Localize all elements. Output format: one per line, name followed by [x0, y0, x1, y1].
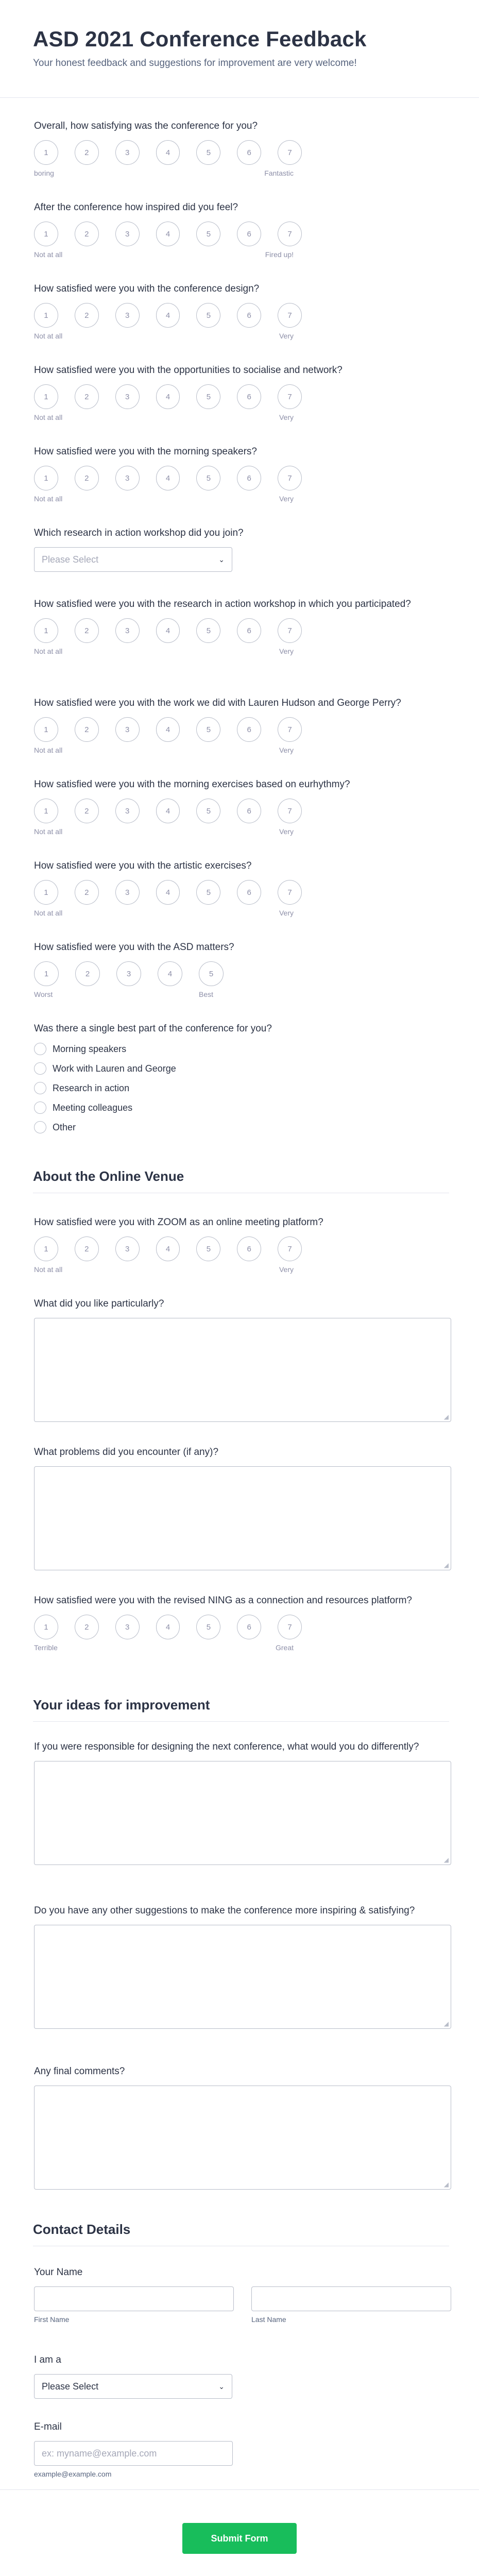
- scale-high-label: Very: [279, 1265, 294, 1274]
- rating-option-2[interactable]: 2: [75, 880, 99, 905]
- suggestions-textarea[interactable]: [34, 1925, 451, 2029]
- question-label: How satisfied were you with the work we did with Lauren Hudson and George Perry?: [34, 698, 401, 708]
- radio-button[interactable]: [34, 1082, 46, 1094]
- question-morning-speakers: [34, 445, 451, 503]
- question-liked: [34, 1297, 451, 1422]
- rating-option-2[interactable]: 2: [75, 140, 99, 165]
- scale-rating: [34, 222, 302, 259]
- rating-option-3[interactable]: 3: [115, 466, 140, 490]
- question-workshop-satisfaction: [34, 598, 451, 655]
- rating-option-4[interactable]: 4: [156, 384, 180, 409]
- rating-option-3[interactable]: 3: [115, 384, 140, 409]
- question-label: How satisfied were you with the revised NING as a connection and resources platform?: [34, 1595, 412, 1606]
- question-asd-matters: [34, 941, 451, 998]
- scale-rating: [34, 384, 302, 421]
- rating-option-5[interactable]: 5: [199, 961, 224, 986]
- rating-option-6[interactable]: 6: [237, 384, 261, 409]
- rating-option-1[interactable]: 1: [34, 140, 58, 165]
- last-name-input[interactable]: [251, 2286, 451, 2311]
- rating-option-6[interactable]: 6: [237, 1236, 261, 1261]
- rating-option-5[interactable]: 5: [196, 1615, 220, 1639]
- scale-rating: [34, 1615, 302, 1652]
- last-name-sublabel: Last Name: [251, 2315, 286, 2324]
- form-title: ASD 2021 Conference Feedback: [33, 27, 367, 51]
- scale-high-label: Very: [279, 647, 294, 656]
- question-email: [34, 2420, 451, 2478]
- rating-option-4[interactable]: 4: [156, 618, 180, 643]
- rating-option-7[interactable]: 7: [278, 880, 302, 905]
- scale-high-label: Best: [198, 990, 213, 999]
- question-label: How satisfied were you with the ASD matters?: [34, 942, 234, 953]
- rating-option-1[interactable]: 1: [34, 618, 58, 643]
- radio-label: Meeting colleagues: [53, 1102, 133, 1113]
- section-title-online-venue: About the Online Venue: [33, 1168, 449, 1193]
- radio-button[interactable]: [34, 1043, 46, 1055]
- scale-rating: [34, 717, 302, 754]
- scale-low-label: Not at all: [34, 827, 63, 836]
- question-label: Which research in action workshop did you join?: [34, 528, 244, 538]
- question-conference-design: [34, 282, 451, 340]
- rating-option-6[interactable]: 6: [237, 303, 261, 328]
- question-label: How satisfied were you with the research in action workshop in which you participated?: [34, 599, 411, 609]
- liked-textarea[interactable]: [34, 1318, 451, 1422]
- rating-option-3[interactable]: 3: [115, 880, 140, 905]
- question-other-suggestions: [34, 1904, 451, 2029]
- rating-option-4[interactable]: 4: [156, 140, 180, 165]
- rating-option-7[interactable]: 7: [278, 222, 302, 246]
- question-i-am-a: [34, 2353, 451, 2399]
- rating-option-5[interactable]: 5: [196, 1236, 220, 1261]
- rating-option-2[interactable]: 2: [75, 717, 99, 742]
- rating-option-5[interactable]: 5: [196, 799, 220, 823]
- rating-option-2[interactable]: 2: [75, 1615, 99, 1639]
- rating-option-6[interactable]: 6: [237, 618, 261, 643]
- rating-option-6[interactable]: 6: [237, 1615, 261, 1639]
- question-problems: [34, 1446, 451, 1570]
- question-zoom: [34, 1216, 451, 1274]
- rating-option-7[interactable]: 7: [278, 618, 302, 643]
- radio-option-other[interactable]: [34, 1121, 451, 1133]
- scale-low-label: Not at all: [34, 413, 63, 422]
- rating-option-3[interactable]: 3: [115, 140, 140, 165]
- rating-option-1[interactable]: 1: [34, 1236, 58, 1261]
- resize-grip-icon[interactable]: ◢: [443, 2020, 449, 2028]
- resize-grip-icon[interactable]: ◢: [443, 2181, 449, 2189]
- question-label: Any final comments?: [34, 2066, 125, 2077]
- question-label: How satisfied were you with the opportunities to socialise and network?: [34, 365, 343, 376]
- scale-high-label: Very: [279, 746, 294, 755]
- rating-option-4[interactable]: 4: [156, 1236, 180, 1261]
- radio-label: Work with Lauren and George: [53, 1063, 176, 1074]
- scale-rating: [34, 880, 302, 917]
- question-label: After the conference how inspired did you feel?: [34, 202, 238, 213]
- radio-button[interactable]: [34, 1101, 46, 1114]
- email-placeholder: ex: myname@example.com: [42, 2448, 157, 2459]
- rating-option-7[interactable]: 7: [278, 799, 302, 823]
- rating-option-7[interactable]: 7: [278, 466, 302, 490]
- design-differently-textarea[interactable]: [34, 1761, 451, 1865]
- email-hint: example@example.com: [34, 2470, 112, 2479]
- question-your-name: [34, 2266, 451, 2324]
- rating-option-2[interactable]: 2: [75, 961, 100, 986]
- rating-option-3[interactable]: 3: [115, 1615, 140, 1639]
- rating-option-7[interactable]: 7: [278, 303, 302, 328]
- rating-option-3[interactable]: 3: [115, 717, 140, 742]
- first-name-input[interactable]: [34, 2286, 234, 2311]
- scale-low-label: Not at all: [34, 909, 63, 918]
- question-label: What did you like particularly?: [34, 1298, 164, 1309]
- radio-option-lauren-george[interactable]: [34, 1062, 451, 1075]
- scale-high-label: Fired up!: [265, 250, 294, 259]
- radio-label: Other: [53, 1122, 76, 1132]
- question-final-comments: [34, 2065, 451, 2190]
- question-label: Your Name: [34, 2267, 83, 2278]
- rating-option-2[interactable]: 2: [75, 303, 99, 328]
- scale-rating: [34, 466, 302, 503]
- question-artistic-exercises: [34, 859, 451, 917]
- question-eurhythmy: [34, 778, 451, 836]
- rating-option-4[interactable]: 4: [156, 799, 180, 823]
- rating-option-5[interactable]: 5: [196, 384, 220, 409]
- rating-option-1[interactable]: 1: [34, 717, 58, 742]
- rating-option-1[interactable]: 1: [34, 222, 58, 246]
- rating-option-3[interactable]: 3: [115, 303, 140, 328]
- section-title-ideas: Your ideas for improvement: [33, 1697, 449, 1722]
- radio-label: Research in action: [53, 1082, 130, 1093]
- rating-option-1[interactable]: 1: [34, 880, 58, 905]
- rating-option-2[interactable]: 2: [75, 222, 99, 246]
- rating-option-6[interactable]: 6: [237, 880, 261, 905]
- scale-high-label: Very: [279, 332, 294, 341]
- scale-low-label: Not at all: [34, 250, 63, 259]
- rating-option-2[interactable]: 2: [75, 1236, 99, 1261]
- scale-rating: [34, 140, 302, 177]
- rating-option-1[interactable]: 1: [34, 384, 58, 409]
- resize-grip-icon[interactable]: ◢: [443, 1856, 449, 1864]
- scale-low-label: Not at all: [34, 495, 63, 503]
- rating-option-4[interactable]: 4: [156, 1615, 180, 1639]
- scale-low-label: Worst: [34, 990, 53, 999]
- rating-option-3[interactable]: 3: [115, 799, 140, 823]
- question-label: How satisfied were you with the artistic exercises?: [34, 860, 252, 871]
- email-input[interactable]: [34, 2441, 233, 2466]
- radio-button[interactable]: [34, 1062, 46, 1075]
- i-am-a-select[interactable]: [34, 2374, 232, 2399]
- chevron-down-icon: ⌄: [218, 555, 225, 564]
- scale-low-label: boring: [34, 169, 54, 178]
- question-label: I am a: [34, 2354, 61, 2365]
- rating-option-6[interactable]: 6: [237, 222, 261, 246]
- question-best-part: [34, 1022, 451, 1133]
- rating-option-5[interactable]: 5: [196, 466, 220, 490]
- select-placeholder: Please Select: [42, 554, 99, 565]
- scale-high-label: Very: [279, 827, 294, 836]
- rating-option-7[interactable]: 7: [278, 717, 302, 742]
- scale-rating: [34, 961, 302, 998]
- rating-option-1[interactable]: 1: [34, 466, 58, 490]
- rating-option-5[interactable]: 5: [196, 303, 220, 328]
- scale-low-label: Not at all: [34, 1265, 63, 1274]
- chevron-down-icon: ⌄: [218, 2382, 225, 2391]
- question-label: What problems did you encounter (if any)?: [34, 1447, 219, 1458]
- rating-option-4[interactable]: 4: [156, 303, 180, 328]
- form-subtitle: Your honest feedback and suggestions for improvement are very welcome!: [33, 58, 357, 69]
- question-label: How satisfied were you with the conference design?: [34, 283, 260, 294]
- scale-rating: [34, 618, 302, 655]
- rating-option-4[interactable]: 4: [156, 466, 180, 490]
- rating-option-4[interactable]: 4: [156, 880, 180, 905]
- rating-option-7[interactable]: 7: [278, 140, 302, 165]
- question-inspired: [34, 201, 451, 259]
- rating-option-2[interactable]: 2: [75, 384, 99, 409]
- radio-option-morning-speakers[interactable]: [34, 1043, 451, 1055]
- rating-option-2[interactable]: 2: [75, 799, 99, 823]
- rating-option-1[interactable]: 1: [34, 799, 58, 823]
- form-footer: [0, 2489, 479, 2576]
- question-overall-satisfaction: [34, 120, 451, 177]
- section-title-contact: Contact Details: [33, 2222, 449, 2246]
- form-header: [0, 0, 479, 98]
- rating-option-5[interactable]: 5: [196, 140, 220, 165]
- workshop-select[interactable]: [34, 547, 232, 572]
- rating-option-1[interactable]: 1: [34, 1615, 58, 1639]
- rating-option-6[interactable]: 6: [237, 717, 261, 742]
- question-label: Do you have any other suggestions to make the conference more inspiring & satisfying?: [34, 1905, 415, 1916]
- first-name-sublabel: First Name: [34, 2315, 70, 2324]
- rating-option-3[interactable]: 3: [115, 618, 140, 643]
- question-label: If you were responsible for designing the next conference, what would you do differently?: [34, 1741, 419, 1752]
- question-label: E-mail: [34, 2421, 62, 2432]
- radio-label: Morning speakers: [53, 1043, 127, 1054]
- resize-grip-icon[interactable]: ◢: [443, 1413, 449, 1421]
- scale-rating: [34, 1236, 302, 1274]
- resize-grip-icon[interactable]: ◢: [443, 1562, 449, 1569]
- rating-option-5[interactable]: 5: [196, 618, 220, 643]
- rating-option-3[interactable]: 3: [115, 1236, 140, 1261]
- rating-option-4[interactable]: 4: [158, 961, 182, 986]
- rating-option-3[interactable]: 3: [115, 222, 140, 246]
- scale-low-label: Terrible: [34, 1643, 58, 1652]
- scale-high-label: Fantastic: [264, 169, 294, 178]
- scale-low-label: Not at all: [34, 332, 63, 341]
- rating-option-1[interactable]: 1: [34, 303, 58, 328]
- best-part-options: [34, 1043, 451, 1133]
- rating-option-5[interactable]: 5: [196, 880, 220, 905]
- submit-button[interactable]: Submit Form: [182, 2523, 297, 2554]
- scale-rating: [34, 799, 302, 836]
- question-label: How satisfied were you with ZOOM as an online meeting platform?: [34, 1217, 323, 1228]
- question-label: How satisfied were you with the morning speakers?: [34, 446, 257, 457]
- question-ning: [34, 1594, 451, 1652]
- question-label: Was there a single best part of the conference for you?: [34, 1023, 272, 1034]
- rating-option-2[interactable]: 2: [75, 618, 99, 643]
- rating-option-5[interactable]: 5: [196, 717, 220, 742]
- scale-high-label: Very: [279, 413, 294, 422]
- question-lauren-george: [34, 697, 451, 754]
- radio-button[interactable]: [34, 1121, 46, 1133]
- scale-high-label: Great: [275, 1643, 294, 1652]
- rating-option-6[interactable]: 6: [237, 466, 261, 490]
- rating-option-3[interactable]: 3: [116, 961, 141, 986]
- scale-low-label: Not at all: [34, 647, 63, 656]
- rating-option-7[interactable]: 7: [278, 1236, 302, 1261]
- select-placeholder: Please Select: [42, 2381, 99, 2392]
- scale-low-label: Not at all: [34, 746, 63, 755]
- final-comments-textarea[interactable]: [34, 2086, 451, 2190]
- question-workshop-select: [34, 527, 451, 572]
- rating-option-7[interactable]: 7: [278, 1615, 302, 1639]
- problems-textarea[interactable]: [34, 1466, 451, 1570]
- radio-option-research-in-action[interactable]: [34, 1082, 451, 1094]
- rating-option-4[interactable]: 4: [156, 222, 180, 246]
- question-design-differently: [34, 1740, 451, 1865]
- rating-option-5[interactable]: 5: [196, 222, 220, 246]
- scale-high-label: Very: [279, 495, 294, 503]
- scale-rating: [34, 303, 302, 340]
- radio-option-meeting-colleagues[interactable]: [34, 1101, 451, 1114]
- question-socialise-network: [34, 364, 451, 421]
- rating-option-2[interactable]: 2: [75, 466, 99, 490]
- rating-option-6[interactable]: 6: [237, 140, 261, 165]
- rating-option-7[interactable]: 7: [278, 384, 302, 409]
- rating-option-4[interactable]: 4: [156, 717, 180, 742]
- rating-option-1[interactable]: 1: [34, 961, 59, 986]
- question-label: How satisfied were you with the morning exercises based on eurhythmy?: [34, 779, 350, 790]
- scale-high-label: Very: [279, 909, 294, 918]
- question-label: Overall, how satisfying was the conference for you?: [34, 121, 258, 131]
- rating-option-6[interactable]: 6: [237, 799, 261, 823]
